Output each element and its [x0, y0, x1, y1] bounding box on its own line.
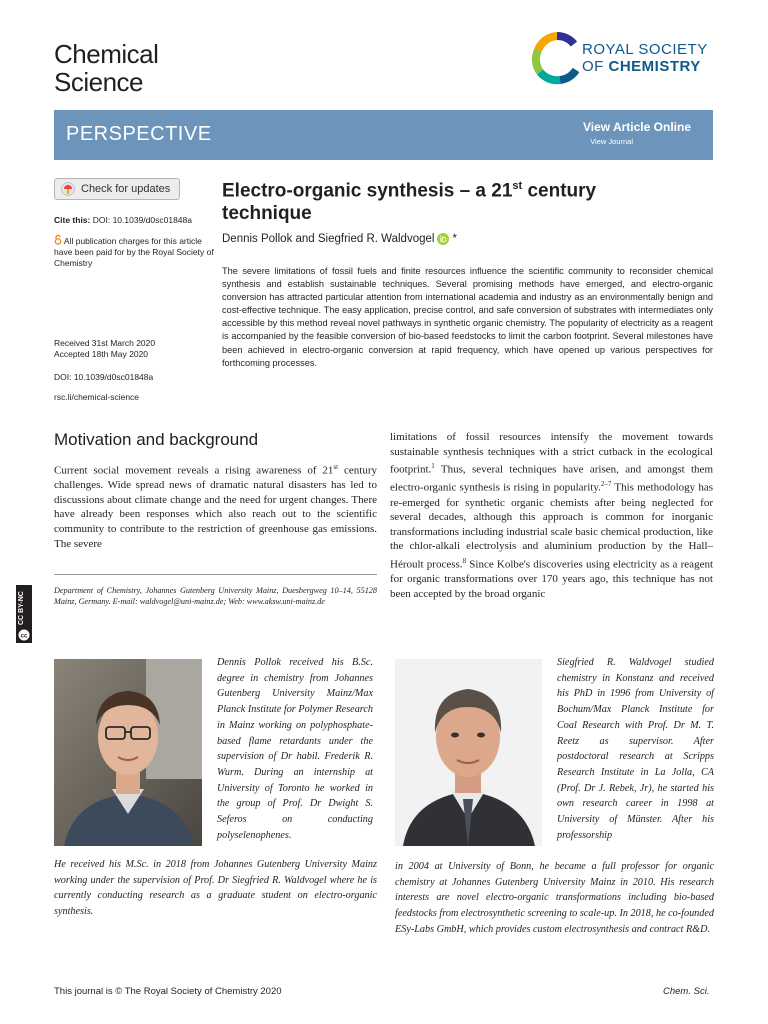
open-access-text: All publication charges for this article have been paid for by the Royal Society of Chemistry [54, 236, 214, 268]
body-text-right [390, 430, 713, 602]
body-text-left [54, 460, 377, 551]
publisher-line2-prefix: OF [582, 58, 604, 75]
bio-waldvogel-side: Siegfried R. Waldvogel studied chemistry in Konstanz and received his PhD in 1996 from University of Bochum/Max Planck Institute for Coal Research with Prof. Dr M. T. Reetz as supervisor. After postdoctoral research at Scripps Research Institute in La Jolla, CA (Prof. Dr J. Rebek, Jr), he started his own research career in 1998 at University of Münster. After his professorship [557, 657, 714, 841]
open-access-icon [54, 234, 62, 245]
body-right-d: Since Kolbe's discoveries using electricity as a reagent for organic transformations over 170 years ago, this technique has not been accepted by the broad organic [390, 558, 714, 600]
license-badge [16, 585, 32, 643]
author-photo-waldvogel [395, 659, 542, 846]
author-photo-pollok [54, 659, 202, 846]
check-updates-icon [61, 182, 75, 196]
author-names: Dennis Pollok and Siegfried R. Waldvogel [222, 233, 435, 245]
body-left-a: Current social movement reveals a rising awareness of 21 [54, 464, 334, 477]
footnote-divider [54, 574, 377, 575]
section-heading: Motivation and background [54, 430, 259, 449]
view-article-online-link[interactable]: View Article Online [582, 120, 691, 134]
accepted-date: Accepted 18th May 2020 [54, 349, 149, 359]
publisher-line2-main: CHEMISTRY [608, 58, 701, 75]
open-access-note [54, 234, 214, 269]
cite-doi: DOI: 10.1039/d0sc01848a [92, 215, 192, 225]
received-date: Received 31st March 2020 [54, 338, 156, 348]
article-type-banner [54, 110, 713, 160]
corresponding-author-mark: * [452, 233, 457, 245]
footer-copyright: This journal is © The Royal Society of Chemistry 2020 [54, 986, 282, 997]
body-right-a: limitations of fossil resources intensify the movement towards sustainable synthesis techniques with a strict cutback in the ecological footprint. [390, 431, 713, 476]
portrait-image [54, 659, 202, 846]
cite-label: Cite this: [54, 215, 91, 225]
ref-1[interactable]: 1 [431, 462, 435, 471]
body-right-b: Thus, several techniques have arisen, and amongst them electro-organic synthesis is rising in popularity. [390, 463, 713, 495]
abstract: The severe limitations of fossil fuels and finite resources influence the scientific community to reconsider chemical synthesis and establish sustainable techniques. Several promising methods have emerged, and electro-organic conversion has attracted particular attention from international academia and industry as an environmentally benign and cost-effective technique. The easy application, precise control, and safe conversion of substrates with intermediates only accessible by this method reveal novel pathways in synthetic organic chemistry. The popularity of electricity as a reagent is accompanied by the feasible conversion of bio-based feedstocks to limit the carbon footprint. Several milestones have been achieved in electro-organic conversion at rapid frequency, which have opened up various perspectives for forthcoming processes. [222, 266, 713, 368]
journal-title [54, 40, 158, 96]
article-title-part2: century technique [222, 180, 597, 225]
license-text: CC BY-NC [18, 591, 25, 625]
dates [54, 338, 155, 360]
body-right-c: This methodology has re-emerged for synthetic organic chemists after being neglected for several decades, although this approach is common for inorganic transformations including industrial scale basic chemical production, like the chlor-alkali electrolysis and aluminium production by the Hall–Héroult process. [390, 482, 713, 571]
ref-8[interactable]: 8 [462, 557, 467, 566]
publisher-name [582, 42, 708, 76]
article-title [222, 175, 662, 225]
article-title-part1: Electro-organic synthesis – a 21 [222, 180, 513, 202]
publisher-line1: ROYAL SOCIETY [582, 41, 708, 58]
bio-pollok-side: Dennis Pollok received his B.Sc. degree in chemistry from Johannes Gutenberg University Mainz/Max Planck Institute for Polymer Research in Mainz working on polyphosphate-based flame retardants under the supervision of Dr habil. Frederik R. Wurm. During an internship at University of Toronto he worked in the group of Prof. Dr Dwight S. Seferos on conducting polyselenophenes. [217, 657, 373, 841]
authors [222, 233, 457, 245]
bio-waldvogel-bottom: in 2004 at University of Bonn, he became a full professor for organic chemistry at Johannes Gutenberg University Mainz in 2010. His research interests are novel electro-organic transformations including bio-based feedstocks from electrosynthetic screening to scale-up. In 2018, he co-founded ESy-Labs GmbH, which provides custom electrosynthesis and contract R&D. [395, 861, 714, 935]
journal-title-line2: Science [54, 67, 143, 97]
body-left-b: century challenges. Wide spread news of dramatic natural disasters has led to discussions about climate change and the need for urgent changes. There have already been responses which also reach out to the scientific community to contribute to the restriction of greenhouse gas emissions. The severe [54, 464, 378, 550]
svg-text:cc: cc [20, 633, 28, 640]
orcid-icon[interactable] [437, 233, 449, 245]
article-type: PERSPECTIVE [66, 123, 212, 145]
check-for-updates-label: Check for updates [81, 183, 171, 195]
affiliation: Department of Chemistry, Johannes Gutenberg University Mainz, Duesbergweg 10–14, 55128 Mainz, Germany. E-mail: waldvogel@uni-mainz.de; Web: www.aksw.uni-mainz.de [54, 586, 377, 606]
ref-2-7[interactable]: 2–7 [600, 480, 612, 489]
bio-pollok-bottom: He received his M.Sc. in 2018 from Johannes Gutenberg University Mainz working under the supervision of Prof. Dr Siegfried R. Waldvogel where he is currently conducting research as a graduate student on electro-organic synthesis. [54, 859, 377, 918]
publisher-line2 [582, 58, 708, 76]
journal-link[interactable]: rsc.li/chemical-science [54, 392, 140, 402]
cite-this [54, 215, 192, 226]
footer-journal: Chem. Sci. [663, 986, 710, 997]
article-title-sup: st [512, 180, 523, 192]
doi: DOI: 10.1039/d0sc01848a [54, 372, 154, 382]
check-for-updates-button[interactable] [54, 178, 180, 200]
body-left-sup: st [333, 463, 339, 471]
portrait-image [395, 659, 542, 846]
view-journal-link[interactable]: View Journal [590, 137, 633, 146]
journal-title-line1: Chemical [54, 39, 159, 69]
